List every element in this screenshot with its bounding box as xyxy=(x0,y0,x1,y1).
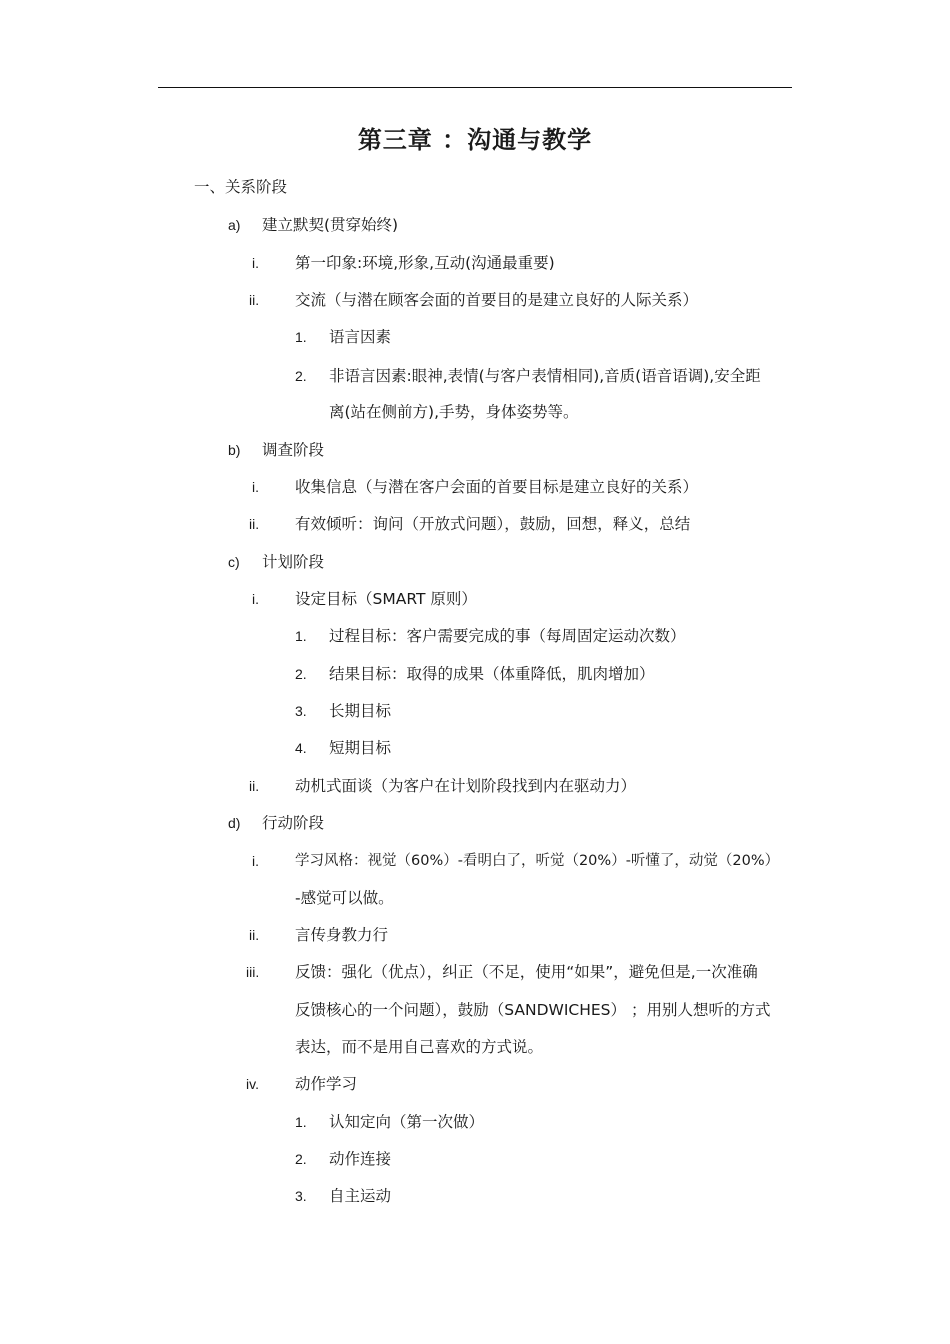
list-item-text: 计划阶段 xyxy=(262,553,325,571)
list-marker: ii. xyxy=(249,516,260,532)
list-marker: i. xyxy=(252,591,259,607)
list-marker: 1. xyxy=(295,329,307,345)
list-item-text: 短期目标 xyxy=(329,739,392,757)
list-item-text: 认知定向（第一次做） xyxy=(329,1113,485,1131)
list-item-text: 反馈：强化（优点），纠正（不足，使用“如果”，避免但是,一次准确 xyxy=(295,963,758,981)
list-marker: ii. xyxy=(249,927,260,943)
list-item-text: 学习风格：视觉（60%）-看明白了，听觉（20%）-听懂了，动觉（20%） xyxy=(295,853,780,869)
list-marker: 3. xyxy=(295,1188,307,1204)
list-item-text: 建立默契(贯穿始终) xyxy=(262,216,399,234)
list-item-text: 第一印象:环境,形象,互动(沟通最重要) xyxy=(295,254,555,272)
list-item-text: 动作学习 xyxy=(295,1075,358,1093)
chapter-title: 第三章 ：沟通与教学 xyxy=(357,126,593,154)
list-item-text: 有效倾听：询问（开放式问题），鼓励，回想，释义，总结 xyxy=(295,515,691,533)
list-marker: a) xyxy=(228,217,241,233)
list-item-text: 设定目标（SMART 原则） xyxy=(295,590,477,608)
list-marker: b) xyxy=(228,442,241,458)
list-item-text: 自主运动 xyxy=(329,1187,392,1205)
list-item-text: 收集信息（与潜在客户会面的首要目标是建立良好的关系） xyxy=(295,478,699,496)
list-item-text: 过程目标：客户需要完成的事（每周固定运动次数） xyxy=(329,627,686,645)
list-marker: d) xyxy=(228,815,241,831)
list-item-text: 语言因素 xyxy=(329,328,392,346)
list-marker: iii. xyxy=(246,964,260,980)
list-marker: ii. xyxy=(249,292,260,308)
section-heading-label: 一、关系阶段 xyxy=(194,178,288,196)
list-marker: 1. xyxy=(295,628,307,644)
list-marker: i. xyxy=(252,255,259,271)
list-marker: 3. xyxy=(295,703,307,719)
header-rule xyxy=(158,87,792,88)
list-item-text: 行动阶段 xyxy=(262,814,325,832)
list-item-text: 结果目标：取得的成果（体重降低，肌肉增加） xyxy=(329,665,655,683)
list-marker: 4. xyxy=(295,740,307,756)
list-item-text: 动机式面谈（为客户在计划阶段找到内在驱动力） xyxy=(295,777,637,795)
list-item-text: 交流（与潜在顾客会面的首要目的是建立良好的人际关系） xyxy=(295,291,699,309)
list-item-text: 反馈核心的一个问题），鼓励（SANDWICHES） ；用别人想听的方式 xyxy=(295,1001,771,1019)
list-marker: 1. xyxy=(295,1114,307,1130)
list-marker: 2. xyxy=(295,666,307,682)
list-marker: 2. xyxy=(295,368,307,384)
list-item-text: -感觉可以做。 xyxy=(295,889,394,907)
list-item-d-iii-cont xyxy=(295,1037,543,1057)
list-item-text: 动作连接 xyxy=(329,1150,392,1168)
list-item-d-iii-cont xyxy=(295,1000,770,1020)
list-item-text: 长期目标 xyxy=(329,702,392,720)
list-item-text: 离(站在侧前方),手势，身体姿势等。 xyxy=(329,403,579,421)
section-heading xyxy=(194,177,287,197)
list-item-text: 非语言因素:眼神,表情(与客户表情相同),音质(语音语调),安全距 xyxy=(329,367,761,385)
list-item-a-ii-2-cont xyxy=(329,402,579,422)
list-item-text: 表达，而不是用自己喜欢的方式说。 xyxy=(295,1038,544,1056)
list-marker: 2. xyxy=(295,1151,307,1167)
list-marker: c) xyxy=(228,554,240,570)
list-item-d-i-cont xyxy=(295,888,394,908)
list-marker: i. xyxy=(252,853,259,869)
list-marker: ii. xyxy=(249,778,260,794)
list-item-text: 调查阶段 xyxy=(262,441,325,459)
list-item-text: 言传身教力行 xyxy=(295,926,389,944)
list-marker: i. xyxy=(252,479,259,495)
list-marker: iv. xyxy=(246,1076,259,1092)
